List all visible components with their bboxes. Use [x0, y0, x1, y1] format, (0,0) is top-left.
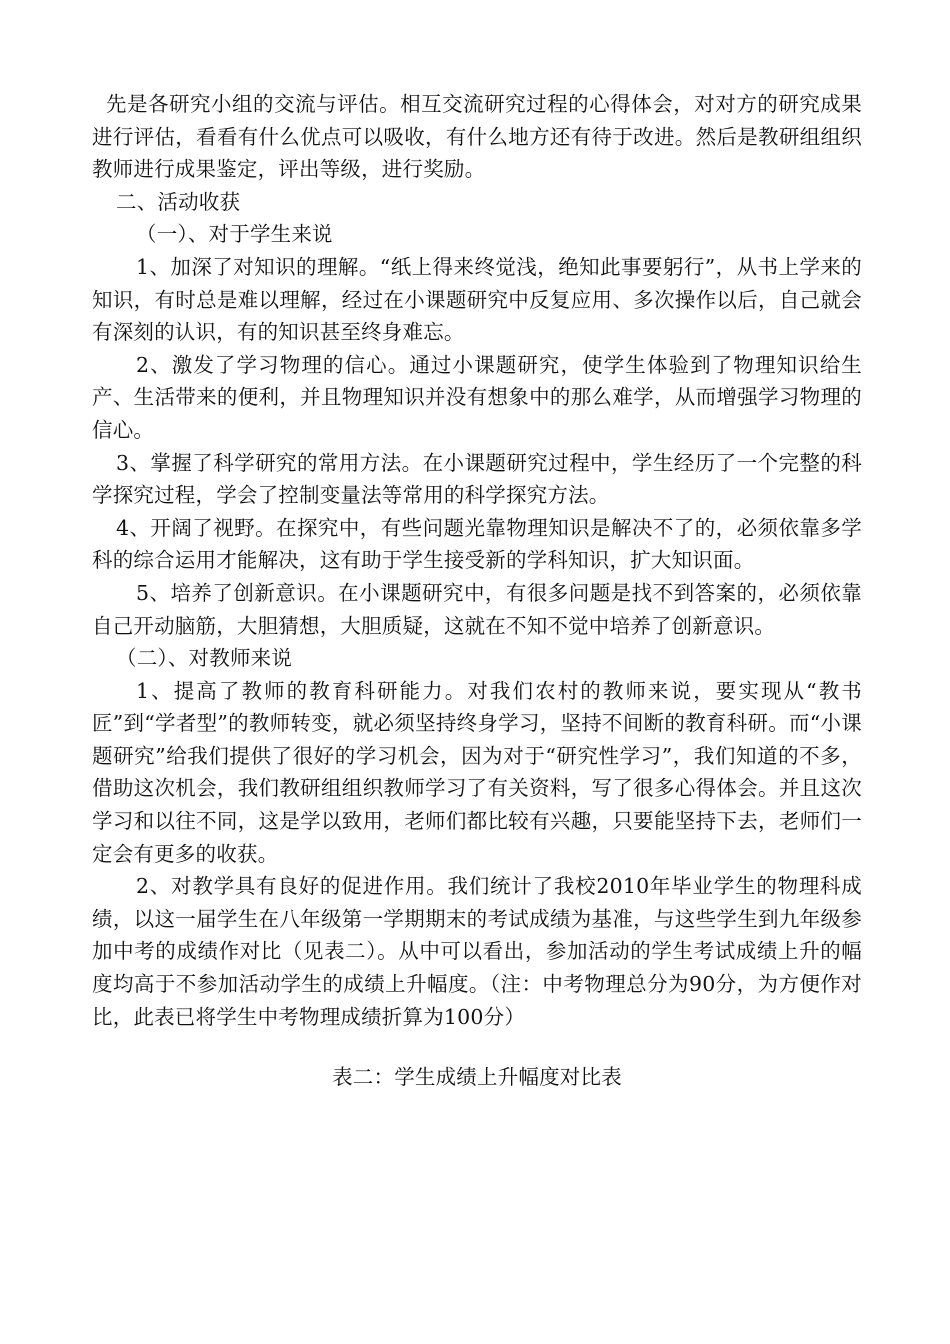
subsection-heading-students: （一）、对于学生来说: [136, 222, 333, 247]
paragraph-student-5: 5、培养了创新意识。在小课题研究中，有很多问题是找不到答案的，必须依靠自己开动脑筋，大胆猜想，大胆质疑，这就在不知不觉中培养了创新意识。: [92, 580, 862, 638]
paragraph-student-1: 1、加深了对知识的理解。“纸上得来终觉浅，绝知此事要躬行”，从书上学来的知识，有时总是难以理解，经过在小课题研究中反复应用、多次操作以后，自己就会有深刻的认识，有的知识甚至终身难忘。: [92, 254, 862, 345]
paragraph-teacher-2: 2、对教学具有良好的促进作用。我们统计了我校2010年毕业学生的物理科成绩，以这一届学生在八年级第一学期期末的考试成绩为基准，与这些学生到九年级参加中考的成绩作对比（见表二）。从中可以看出，参加活动的学生考试成绩上升的幅度均高于不参加活动学生的成绩上升幅度。（注：中考物理总分为90分，为方便作对比，此表已将学生中考物理成绩折算为100分）: [92, 874, 862, 1029]
table-caption: 表二：学生成绩上升幅度对比表: [332, 1065, 622, 1090]
paragraph-teacher-1: 1、提高了教师的教育科研能力。对我们农村的教师来说，要实现从“教书匠”到“学者型”的教师转变，就必须坚持终身学习，坚持不间断的教育科研。而“小课题研究”给我们提供了很好的学习机会，因为对于“研究性学习”，我们知道的不多，借助这次机会，我们教研组组织教师学习了有关资料，写了很多心得体会。并且这次学习和以往不同，这是学以致用，老师们都比较有兴趣，只要能坚持下去，老师们一定会有更多的收获。: [92, 678, 862, 866]
subsection-heading-teachers: （二）、对教师来说: [116, 646, 293, 671]
paragraph-evaluation: 先是各研究小组的交流与评估。相互交流研究过程的心得体会，对对方的研究成果进行评估，看看有什么优点可以吸收，有什么地方还有待于改进。然后是教研组组织教师进行成果鉴定，评出等级，进行奖励。: [92, 92, 862, 182]
paragraph-student-2: 2、激发了学习物理的信心。通过小课题研究，使学生体验到了物理知识给生产、生活带来的便利，并且物理知识并没有想象中的那么难学，从而增强学习物理的信心。: [92, 352, 862, 442]
document-page: [92, 88, 862, 1093]
paragraph-student-3: 3、掌握了科学研究的常用方法。在小课题研究过程中，学生经历了一个完整的科学探究过程，学会了控制变量法等常用的科学探究方法。: [92, 450, 862, 508]
section-heading-harvest: 二、活动收获: [116, 189, 241, 214]
paragraph-student-4: 4、开阔了视野。在探究中，有些问题光靠物理知识是解决不了的，必须依靠多学科的综合运用才能解决，这有助于学生接受新的学科知识，扩大知识面。: [92, 515, 862, 573]
